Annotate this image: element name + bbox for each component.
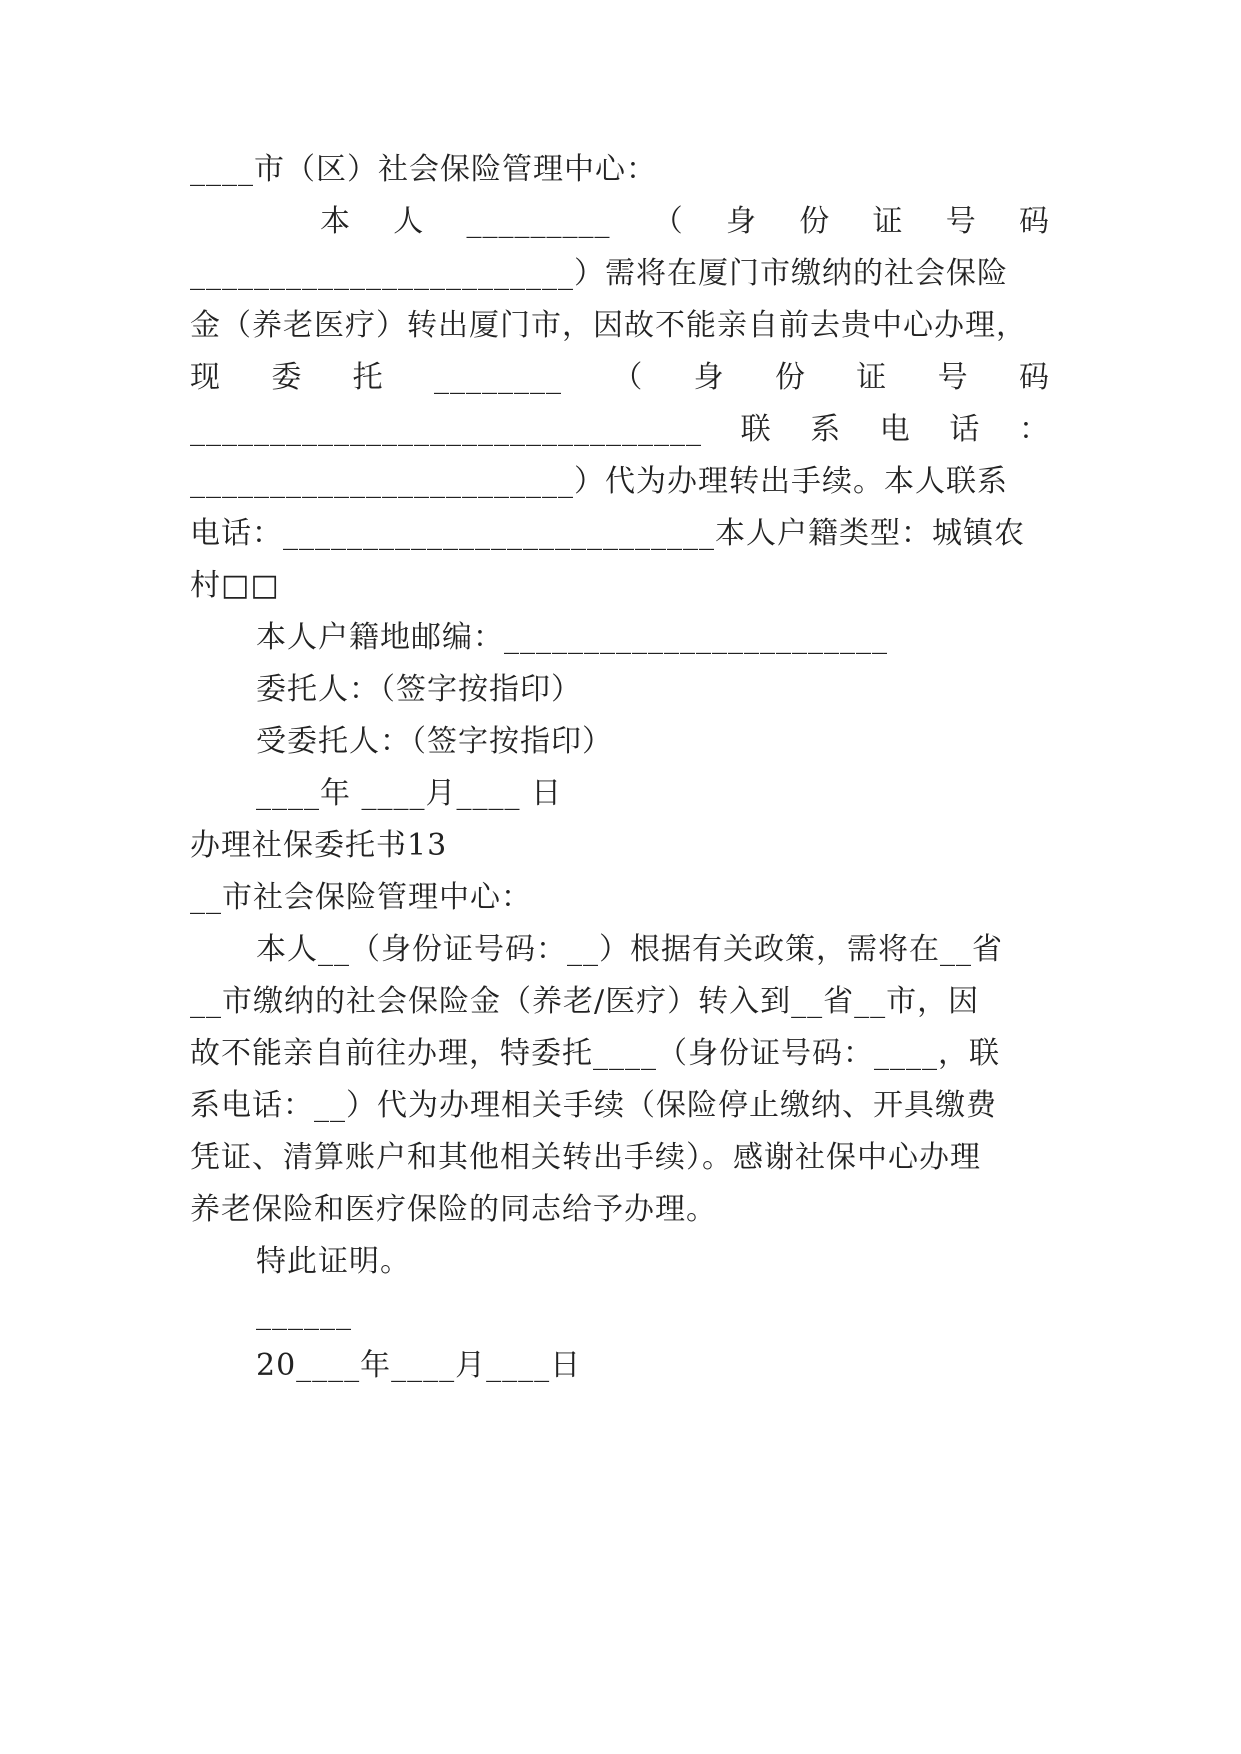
section-title: 办理社保委托书13 bbox=[190, 828, 448, 863]
word: 身 bbox=[726, 204, 757, 239]
word: 号 bbox=[945, 204, 977, 239]
word: 托 bbox=[352, 360, 384, 395]
body-line: 系电话：__）代为办理相关手续（保险停止缴纳、开具缴费 bbox=[190, 1088, 997, 1123]
body-line: 凭证、清算账户和其他相关转出手续）。感谢社保中心办理 bbox=[190, 1140, 981, 1175]
word: 证 bbox=[856, 360, 888, 395]
principal-line bbox=[320, 202, 1050, 242]
body-line: 电话：___________________________本人户籍类型：城镇农 bbox=[190, 516, 1025, 551]
body-line: ________________________）需将在厦门市缴纳的社会保险 bbox=[190, 256, 1008, 291]
phone-line bbox=[190, 410, 1050, 450]
body-line: ________________________）代为办理转出手续。本人联系 bbox=[190, 464, 1008, 499]
word: 身 bbox=[693, 360, 725, 395]
delegate-signature-line: 受委托人：（签字按指印） bbox=[256, 724, 613, 759]
word: 电 bbox=[879, 412, 911, 447]
word: 号 bbox=[937, 360, 969, 395]
word: 系 bbox=[810, 412, 842, 447]
word: 码 bbox=[1018, 360, 1050, 395]
blank: ________________________________ bbox=[190, 412, 702, 447]
body-line: __市缴纳的社会保险金（养老/医疗）转入到__省__市，因 bbox=[190, 984, 980, 1019]
principal-signature-line: 委托人：（签字按指印） bbox=[256, 672, 582, 707]
body-line: 村□□ bbox=[190, 568, 280, 603]
word: 委 bbox=[271, 360, 303, 395]
body-line: 金（养老医疗）转出厦门市，因故不能亲自前去贵中心办理， bbox=[190, 308, 1027, 343]
body-line: 故不能亲自前往办理，特委托____（身份证号码：____，联 bbox=[190, 1036, 1000, 1071]
date-line: ____年 ____月____ 日 bbox=[256, 776, 563, 811]
signature-blank: ______ bbox=[256, 1296, 352, 1331]
word: 码 bbox=[1019, 204, 1050, 239]
word: 本 bbox=[320, 204, 351, 239]
word: （ bbox=[612, 360, 644, 395]
certification-line: 特此证明。 bbox=[256, 1244, 411, 1279]
blank: _________ bbox=[466, 204, 611, 239]
word: ： bbox=[1018, 412, 1050, 447]
blank: ________ bbox=[433, 360, 562, 395]
word: 现 bbox=[190, 360, 221, 395]
delegate-line bbox=[190, 358, 1050, 398]
postcode-line: 本人户籍地邮编：________________________ bbox=[256, 620, 888, 655]
addressee-line: ____市（区）社会保险管理中心： bbox=[190, 152, 657, 187]
body-line: 本人__（身份证号码：__）根据有关政策，需将在__省 bbox=[256, 932, 1003, 967]
word: 话 bbox=[949, 412, 981, 447]
date-line: 20____年____月____日 bbox=[256, 1348, 582, 1383]
word: 人 bbox=[393, 204, 425, 239]
word: （ bbox=[652, 204, 684, 239]
word: 份 bbox=[774, 360, 806, 395]
word: 联 bbox=[740, 412, 772, 447]
word: 证 bbox=[872, 204, 904, 239]
body-line: 养老保险和医疗保险的同志给予办理。 bbox=[190, 1192, 717, 1227]
word: 份 bbox=[799, 204, 831, 239]
addressee-line: __市社会保险管理中心： bbox=[190, 880, 532, 915]
